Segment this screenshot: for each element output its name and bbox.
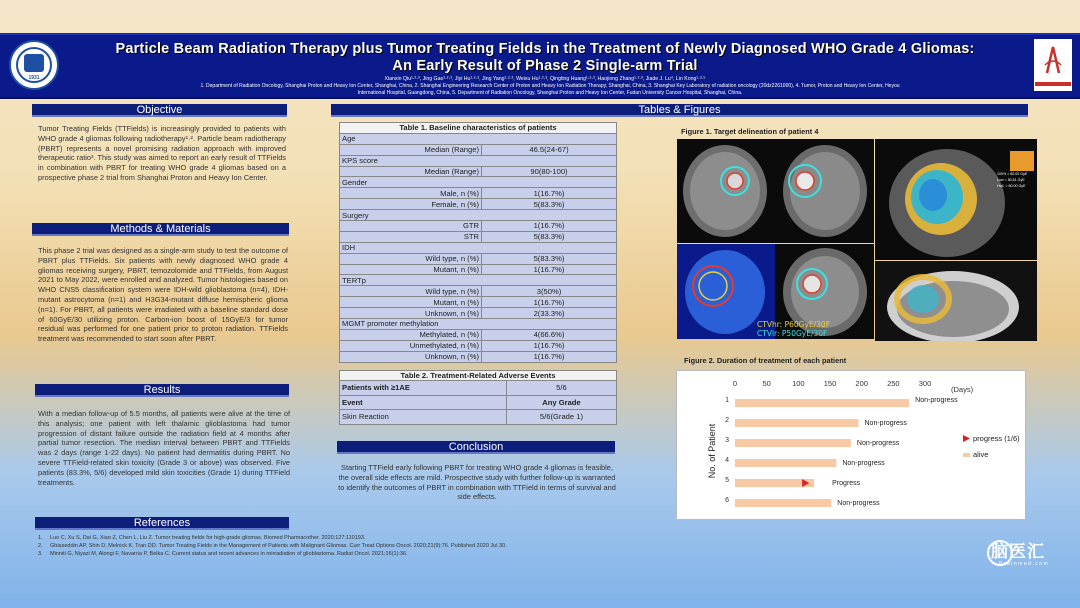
references-list — [38, 535, 638, 558]
bar-status-label: Non-progress — [842, 460, 885, 467]
table-row: Mutant, n (%) 1(16.7%) — [340, 264, 617, 275]
reference-item: 2. Ghiaseddin AP, Shin D, Melnick K, Tran DD. Tumor Treating Fields in the Management of Patients with Malignant Gliomas. Curr Treat Options Oncol. 2020;21(9):76. Published 2020 Jul 30. — [38, 542, 507, 549]
legend-alive-symbol — [963, 453, 970, 457]
results-heading: Results — [35, 384, 289, 397]
x-tick-label: 150 — [823, 379, 837, 388]
table-row: Median (Range) 46.5(24-67) — [340, 144, 617, 155]
table-group-row: MGMT promoter methylation — [340, 319, 617, 330]
table-row: Wild type, n (%) 5(83.3%) — [340, 253, 617, 264]
table-group-row: Surgery — [340, 210, 617, 221]
table-row: Mutant, n (%) 1(16.7%) — [340, 297, 617, 308]
table-group-row: Gender — [340, 177, 617, 188]
table-row: STR 5(83.3%) — [340, 231, 617, 242]
watermark-sub: Brainmed.com — [999, 561, 1050, 567]
table-row: Male, n (%) 1(16.7%) — [340, 188, 617, 199]
ctvhr-label: CTVhr: P60GyE/30F — [757, 320, 831, 329]
university-logo — [9, 40, 59, 90]
x-axis-label: (Days) — [951, 385, 974, 394]
duration-bar — [735, 439, 851, 447]
table-row: Unknown, n (%) 2(33.3%) — [340, 308, 617, 319]
x-tick-label: 0 — [732, 379, 738, 388]
logo-year: 1931 — [28, 75, 40, 81]
legend-progress-label: progress (1/6) — [973, 434, 1020, 443]
bar-status-label: Non-progress — [837, 500, 880, 507]
y-tick-label: 5 — [725, 477, 729, 484]
duration-chart-panel — [676, 370, 1026, 520]
table-row: Event Any Grade — [340, 395, 617, 410]
table-row: Patients with ≥1AE 5/6 — [340, 381, 617, 396]
figure1-title: Figure 1. Target delineation of patient 4 — [681, 127, 819, 136]
methods-text: This phase 2 trial was designed as a single-arm study to test the outcome of PBRT plus TTFields. Six patients with newly diagnosed WHO grade 4 gliomas receiving surgery, PBRT, temozolomide and TTFields, from August 2021 to May 2022, were enrolled and analyzed. Tumor histologies based on WHO CNS5 classification system were IDH-wild glioblastoma (n=4), IDH-mutant astrocytoma (n=1) and H3G34-mutant diffuse hemispheric glioma (n=1). For PBRT, all patients were irradiated with a baseline standard dose of 60GyE/30 utilizing proton. Carbon-ion boost of 15GyE/3 for tumor residual was performed for one patient prior to proton radiation. TTFields treatment was recommended to start soon after PBRT. — [38, 246, 288, 344]
bar-status-label: Non-progress — [864, 420, 907, 427]
adverse-events-table — [339, 370, 617, 425]
table-row: Female, n (%) 5(83.3%) — [340, 199, 617, 210]
y-tick-label: 6 — [725, 497, 729, 504]
table1-caption: Table 1. Baseline characteristics of patients — [340, 123, 617, 134]
duration-bar — [735, 459, 836, 467]
x-tick-label: 50 — [762, 379, 771, 388]
table-group-row: TERTp — [340, 275, 617, 286]
dose-distribution-scan — [875, 139, 1037, 260]
table-row: Skin Reaction 5/6(Grade 1) — [340, 410, 617, 425]
watermark-main: 脑医汇 — [991, 542, 1045, 561]
poster-title-line2: An Early Result of Phase 2 Single-arm Trial — [392, 58, 698, 74]
affiliations: 1. Department of Radiation Oncology, Shanghai Proton and Heavy Ion Center, Shanghai, China, 2. Shanghai Engineering Research Center of Proton and Heavy Ion Radiation Therapy, Shanghai, China, 3. Shanghai Key Laboratory of radiation oncology (20dz2261000), 4. Tumor, Proton and Heavy Ion Center, Heyou International Hospital, Guangdong, China, 5. Department of Radiation Oncology, Shanghai Proton and Heavy Ion Center, Fudan University Cancer Hospital, Shanghai, China. — [200, 83, 900, 96]
x-tick-label: 250 — [887, 379, 900, 388]
duration-bar — [735, 399, 909, 407]
y-tick-label: 4 — [725, 457, 729, 464]
table-row: Unknown, n (%) 1(16.7%) — [340, 351, 617, 362]
duration-bar — [735, 419, 859, 427]
bar-status-label: Non-progress — [856, 440, 900, 447]
tables-figures-heading: Tables & Figures — [331, 104, 1028, 117]
poster-title-line1: Particle Beam Radiation Therapy plus Tumor Treating Fields in the Treatment of Newly Diagnosed WHO Grade 4 Gliomas: — [115, 41, 975, 57]
conclusion-text: Starting TTField early following PBRT for treating WHO grade 4 gliomas is feasible, the overall side effects are mild. Prospective study with further follow-up is warranted to identify the outcomes of PBRT in combination with TTField in terms of survival and side effects. — [338, 463, 616, 502]
ctvlr-label: CTVlr: P50GyE/30F — [757, 329, 828, 338]
table-row: GTR 1(16.7%) — [340, 221, 617, 232]
author-list: Xianxin Qiu¹·²·³, Jing Gao¹·²·³, Jiyi Hu¹·²·³, Jing Yang¹·²·³, Weixu Hu¹·²·³, Qingting Huang¹·²·³, Haojiong Zhang¹·²·³, Jiade J. Lu⁴, Lin Kong¹·³·⁵ — [384, 76, 706, 82]
legend-progress-symbol — [963, 435, 970, 442]
bar-status-label: Non-progress — [915, 397, 958, 404]
reference-item: 3. Minniti G, Niyazi M, Alongi F, Navarria P, Belka C. Current status and recent advances in reirradiation of glioblastoma. Radiat Oncol. 2021;16(1):36. — [38, 550, 408, 557]
results-text: With a median follow-up of 5.5 months, all patients were alive at the time of this analysis; one patient with left thalamic glioblastoma had tumor progression of distant failure outside the radiation field at 4 months after partial tumor resection. The median interval between PBRT and TTFields was 2 days (range 1-22 days). No patient had dermatitis during PBRT. No severe TTField-related skin toxicity (Grade 3 or above) was observed. Five patients (83.3%, 5/6) developed mild skin toxicities (Grade 1) during TTField treatments. — [38, 409, 290, 487]
duration-bar — [735, 499, 831, 507]
y-tick-label: 2 — [725, 417, 729, 424]
sagittal-scan — [875, 261, 1037, 341]
x-tick-label: 200 — [855, 379, 868, 388]
table-group-row: Age — [340, 133, 617, 144]
legend-alive-label: alive — [973, 450, 989, 459]
objective-heading: Objective — [32, 104, 287, 117]
y-axis-label: No. of Patient — [707, 423, 717, 479]
methods-heading: Methods & Materials — [32, 223, 289, 236]
table-row: Wild type, n (%) 3(50%) — [340, 286, 617, 297]
bar-status-label: Progress — [832, 480, 861, 487]
x-tick-label: 100 — [792, 379, 805, 388]
duration-bar-chart — [677, 371, 1027, 521]
table-row: Methylated, n (%) 4(66.6%) — [340, 329, 617, 340]
x-tick-label: 300 — [918, 379, 932, 388]
table2-caption: Table 2. Treatment-Related Adverse Events — [340, 371, 617, 381]
conclusion-heading: Conclusion — [337, 441, 615, 454]
dvh-legend: 100% = 60.00 GyE Low = 50.51 GyE Hvd. = 60.00 GyE — [997, 172, 1028, 188]
table-group-row: IDH — [340, 242, 617, 253]
table-row: Median (Range) 90(80-100) — [340, 166, 617, 177]
center-logo — [1034, 39, 1072, 91]
table-row: Unmethylated, n (%) 1(16.7%) — [340, 340, 617, 351]
poster-header — [0, 33, 1080, 99]
objective-text: Tumor Treating Fields (TTFields) is increasingly provided to patients with WHO grade 4 gliomas following radiotherapy¹·². Particle beam radiotherapy (PBRT) represents a novel promising radiation approach with improved therapeutic ratio³. This study was aimed to report an early result of TTFields in combination with PBRT for treating WHO grade 4 gliomas based on a prospective phase 2 trial from Shanghai Proton and Heavy Ion Center. — [38, 124, 286, 182]
ct-dose-scan — [677, 244, 874, 339]
figure2-title: Figure 2. Duration of treatment of each patient — [684, 356, 847, 365]
y-tick-label: 3 — [725, 437, 729, 444]
reference-item: 1. Luo C, Xu S, Dai G, Xiao Z, Chen L, Liu Z. Tumor treating fields for high-grade gliomas. Biomed Pharmacother. 2020;127:110193. — [38, 535, 366, 541]
brainmed-watermark — [985, 532, 1055, 582]
y-tick-label: 1 — [725, 397, 729, 404]
baseline-characteristics-table — [339, 122, 617, 363]
table-group-row: KPS score — [340, 155, 617, 166]
references-heading: References — [35, 517, 289, 530]
mri-axial-scan — [677, 139, 874, 243]
